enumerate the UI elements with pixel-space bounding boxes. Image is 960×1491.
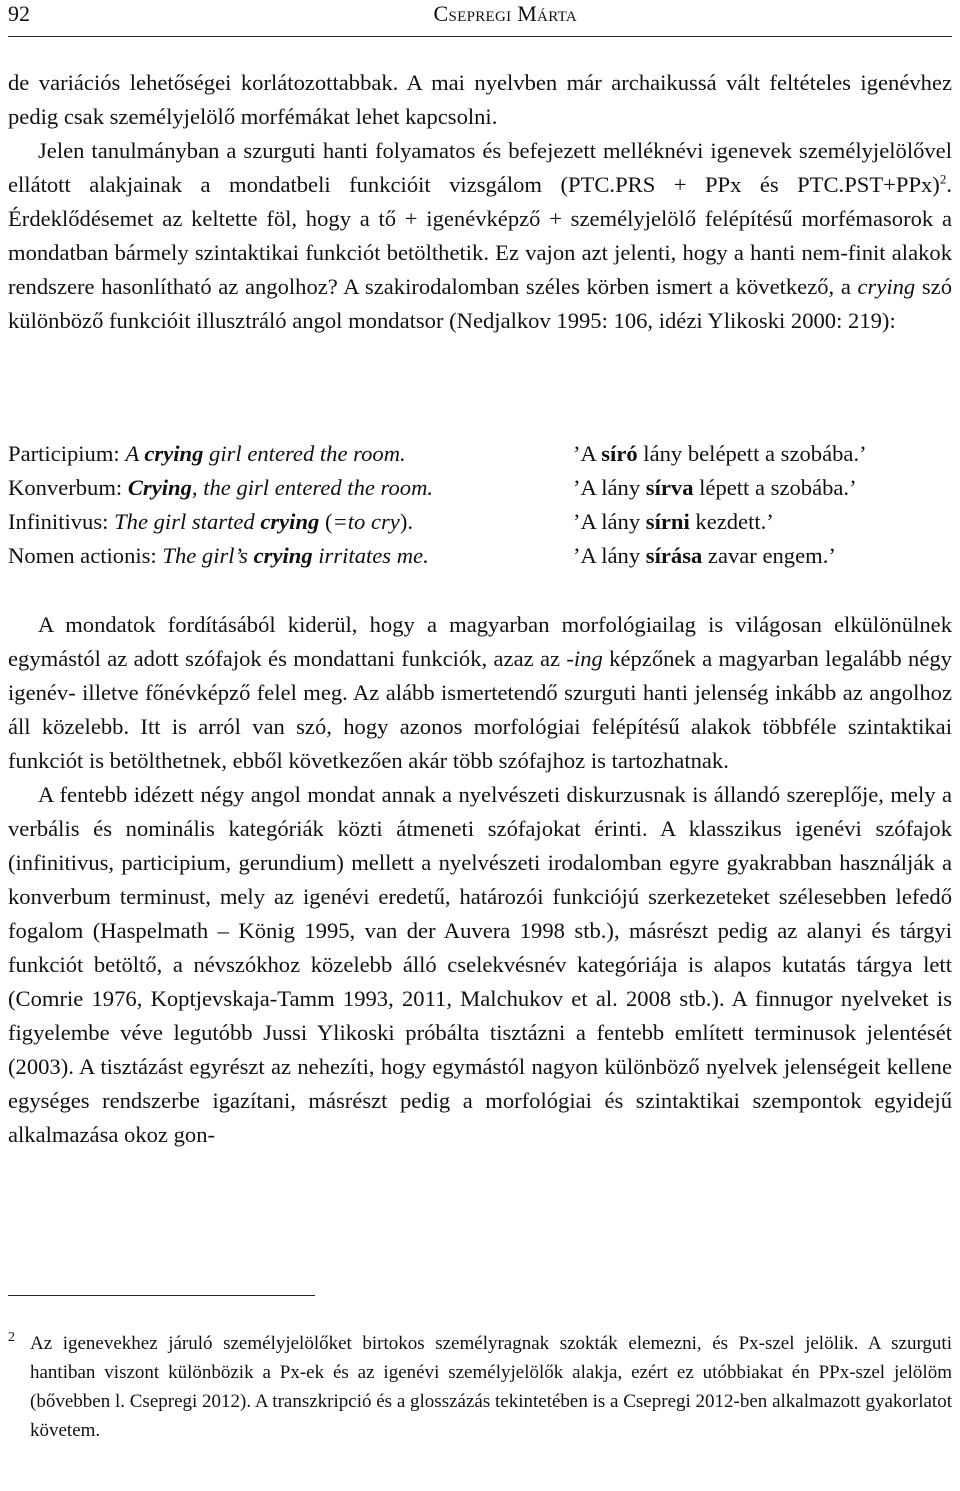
example-hungarian — [573, 505, 774, 539]
example-row — [8, 471, 952, 505]
footnote-rule — [8, 1295, 315, 1296]
example-hu-pre: ’A lány — [573, 475, 646, 500]
example-en-post: ( — [319, 509, 333, 534]
example-hu-pre: ’A — [573, 441, 602, 466]
example-hu-key: sírása — [645, 543, 703, 568]
paragraph-2 — [8, 134, 952, 338]
example-hu-post: lány belépett a szobába.’ — [637, 441, 867, 466]
example-english — [8, 437, 406, 471]
example-en-close: ). — [399, 509, 414, 534]
example-hu-key: síró — [601, 441, 638, 466]
example-english — [8, 471, 433, 505]
footnote-ref-2[interactable]: 2 — [939, 171, 947, 187]
example-hungarian — [573, 437, 867, 471]
crying-word: crying — [857, 274, 916, 299]
example-label: Konverbum: — [8, 475, 128, 500]
paragraph-1: de variációs lehetőségei korlátozottabbak. A mai nyelvben már archaikussá vált feltételes igenévhez pedig csak személyjelölő morfémákat lehet kapcsolni. — [8, 70, 952, 129]
example-hu-pre: ’A lány — [573, 543, 646, 568]
paragraph-2-part-c: szó különböző funkcióit illusztráló angol mondatsor (Nedjalkov 1995: 106, idézi Ylikoski 2000: 219): — [8, 274, 952, 333]
header-rule — [8, 36, 952, 37]
example-row — [8, 539, 952, 573]
example-en-extra: =to cry — [332, 509, 400, 534]
example-hu-post: kezdett.’ — [689, 509, 774, 534]
example-hu-key: sírva — [645, 475, 694, 500]
example-label: Nomen actionis: — [8, 543, 163, 568]
example-row — [8, 505, 952, 539]
paragraph-3-part-a: A mondatok fordításából kiderül, hogy a magyarban morfológiailag is világosan elkülönülnek egymástól az adott szófajok és mondattani funkciók, azaz az — [8, 612, 952, 671]
example-hu-pre: ’A lány — [573, 509, 646, 534]
example-label: Infinitivus: — [8, 509, 115, 534]
footnote — [8, 1329, 952, 1445]
example-en-key: Crying — [127, 475, 192, 500]
paragraph-2-part-b: . Érdeklődésemet az keltette föl, hogy a tő + igenévképző + személyjelölő felépítésű morfémasorok a mondatban bármely szintaktikai funkciót betölthetik. Ez vajon azt jelenti, hogy a hanti nem-finit alakok rendszere hasonlítható az angolhoz? A szakirodalomban széles körben ismert a következő, a — [8, 172, 952, 299]
ing-suffix: -ing — [566, 646, 603, 671]
page-number: 92 — [8, 1, 30, 26]
example-hu-key: sírni — [645, 509, 690, 534]
example-hungarian — [573, 471, 857, 505]
paragraph-3-part-b: képzőnek a magyarban legalább négy igenév- illetve főnévképző felel meg. Az alább ismertetendő szurguti hanti jelenség inkább az angolhoz áll közelebb. Itt is arról van szó, hogy azonos morfológiai felépítésű alakok többféle szintaktikai funkciót is betölthetnek, ebből következően akár több szófajhoz is tartozhatnak. — [8, 646, 952, 773]
page-header — [0, 0, 960, 40]
example-english — [8, 539, 429, 573]
example-en-key: crying — [260, 509, 320, 534]
body-text-continued — [8, 608, 952, 1152]
example-en-key: crying — [144, 441, 204, 466]
example-row — [8, 437, 952, 471]
footnote-mark: 2 — [8, 1330, 15, 1345]
paragraph-3 — [8, 608, 952, 778]
paragraph-2-part-a: Jelen tanulmányban a szurguti hanti folyamatos és befejezett melléknévi igenevek személyjelölővel ellátott alakjainak a mondatbeli funkcióit vizsgálom (PTC.PRS + PPx és PTC.PST+PPx) — [8, 138, 952, 197]
footnote-text: Az igenevekhez járuló személyjelölőket birtokos személyragnak szokták elemezni, és Px-szel jelölik. A szurguti hantiban viszont különbözik a Px-ek és az igenévi személyjelölők alakja, ezért ez utóbbiakat én PPx-szel jelölöm (bővebben l. Csepregi 2012). A transzkripció és a glosszázás tekintetében is a Csepregi 2012-ben alkalmazott gyakorlatot követem. — [30, 1333, 952, 1441]
example-sentences — [8, 437, 952, 573]
example-label: Participium: — [8, 441, 126, 466]
example-en-pre: A — [125, 441, 145, 466]
example-en-post: , the girl entered the room. — [191, 475, 434, 500]
paragraph-4: A fentebb idézett négy angol mondat annak a nyelvészeti diskurzusnak is állandó szereplője, mely a verbális és nominális kategóriák közti átmeneti szófajokat érinti. A klasszikus igenévi szófajok (infinitivus, participium, gerundium) mellett a nyelvészeti irodalomban egyre gyakrabban használják a konverbum terminust, mely az igenévi eredetű, határozói funkciójú szerkezeteket szélesebben lefedő fogalom (Haspelmath – König 1995, van der Auvera 1998 stb.), másrészt pedig az alanyi és tárgyi funkciót betöltő, a névszókhoz közelebb álló cselekvésnév kategóriája is alapos kutatás tárgya lett (Comrie 1976, Koptjevskaja-Tamm 1993, 2011, Malchukov et al. 2008 stb.). A finnugor nyelveket is figyelembe véve legutóbb Jussi Ylikoski próbálta tisztázni a fentebb említett terminusok jelentését (2003). A tisztázást egyrészt az nehezíti, hogy egymástól nagyon különböző nyelvek jelenségeit kellene egységes rendszerbe igazítani, másrészt pedig a morfológiai és szintaktikai szempontok egyidejű alkalmazása okoz gon- — [8, 782, 952, 1147]
example-en-key: crying — [253, 543, 313, 568]
example-hungarian — [573, 539, 836, 573]
example-hu-post: zavar engem.’ — [702, 543, 836, 568]
example-en-post: irritates me. — [312, 543, 429, 568]
example-hu-post: lépett a szobába.’ — [693, 475, 857, 500]
example-en-pre: The girl started — [114, 509, 261, 534]
running-head: Csepregi Márta — [433, 1, 577, 26]
example-en-post: girl entered the room. — [203, 441, 406, 466]
body-text — [8, 66, 952, 338]
example-english — [8, 505, 413, 539]
example-en-pre: The girl’s — [162, 543, 254, 568]
